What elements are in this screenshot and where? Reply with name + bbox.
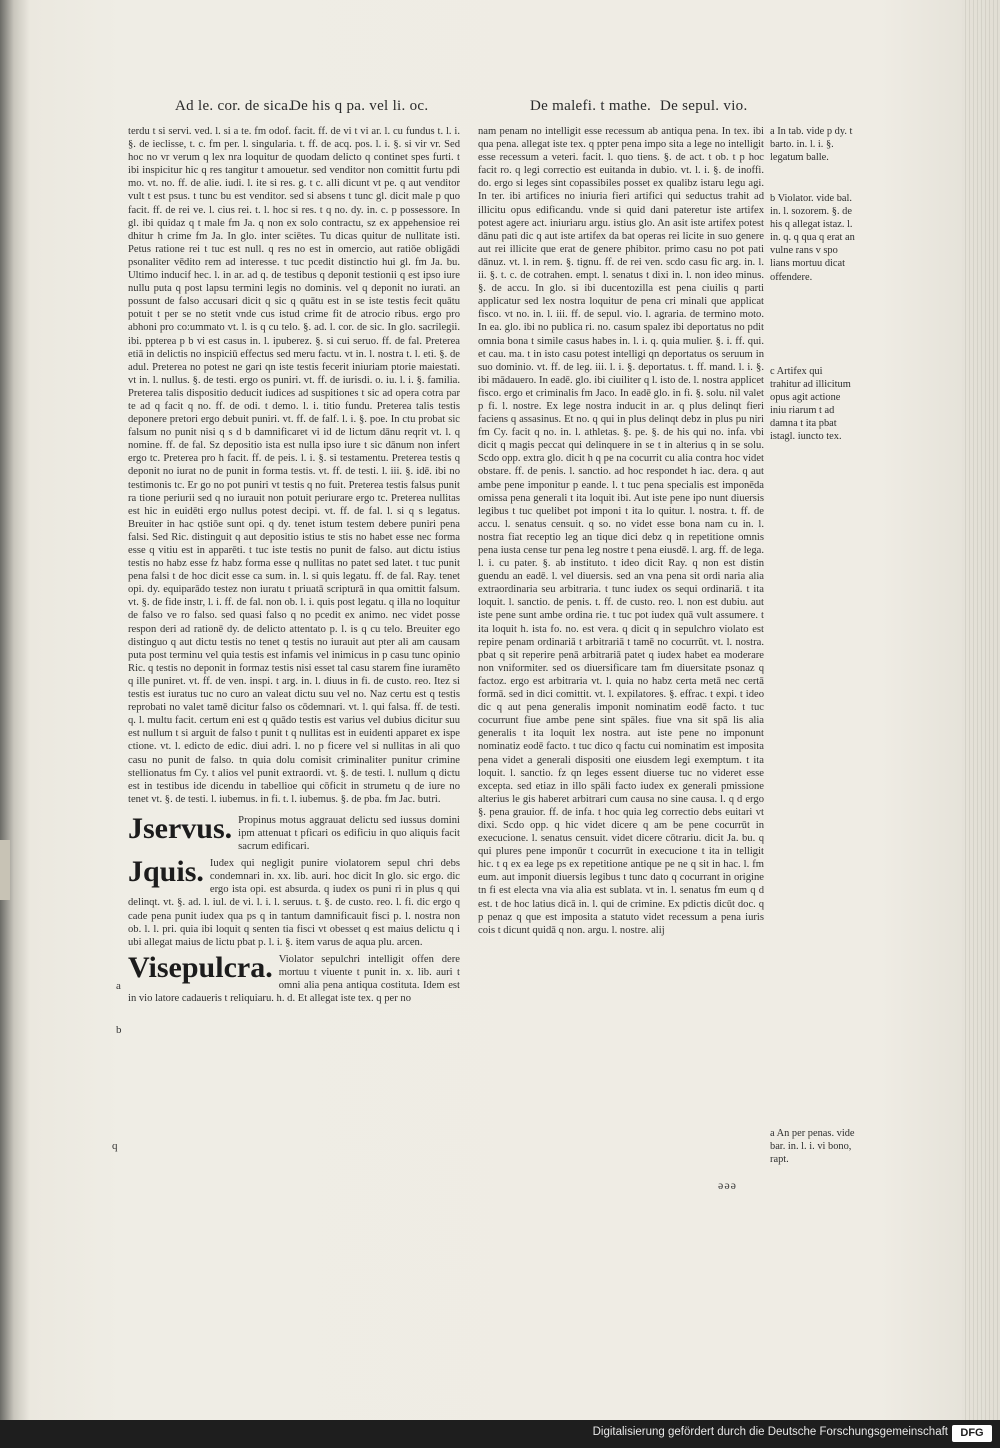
- side-letter-q: q: [112, 1140, 118, 1152]
- dfg-logo: DFG: [952, 1425, 992, 1442]
- margin-note-2: b Violator. vide bal. in. l. sozorem. §. de his q allegat istaz. l. in. q. q qua q erat an vulne rans v spo lians mortuu dicat offendere.: [770, 193, 855, 283]
- sepulcra-paragraph: [128, 950, 460, 1005]
- quis-paragraph: [128, 857, 460, 949]
- footer-bar: [0, 1420, 1000, 1448]
- sepulcra-text: Violator sepulchri intelligit offen dere mortuu t viuente t punit in. x. lib. auri t omni alia pena antiqua costituta. Idem est in vio latore cadaueris t reliquiaru. h. d. Et allegat iste tex. q per no: [128, 953, 460, 1005]
- running-head-right-1: De malefi. t mathe.: [530, 98, 652, 114]
- servus-paragraph: [128, 811, 460, 853]
- quis-text: Iudex qui negligit punire violatorem sepul chri debs condemnari in. xx. lib. auri. hoc dicit In glo. sic ergo. dic ergo ista opi. est absurda. q iudex os puni ri in plus q qui delinqt. vt. §. ad. l. iul. de vi. l. i. l. seruus. t. §. de custo. reo. l. fi. dic ergo q cade pena punit iudex qua ps q in tantum damnificauit fisci p. l. nostra non ob. l. l. pri. quia ibi loquit q senten tia fisci vt obesset q est maius delictu q i ubi allegat maius de lictu pbat p. l. i. §. item varus de aqua plu. arcen.: [128, 858, 460, 948]
- side-letter-a: a: [116, 980, 121, 992]
- signature-mark: ǝǝǝ: [718, 1178, 737, 1192]
- servus-text: Propinus motus aggrauat delictu sed iussus domini ipm attenuat t pficari os edificiu in quo aliquis facit sacrum edificari.: [238, 814, 460, 853]
- servus-initial-word: Jservus.: [128, 811, 233, 845]
- quis-initial-word: Jquis.: [128, 855, 204, 889]
- running-head-left-1: Ad le. cor. de sica.: [175, 98, 293, 114]
- side-letter-b: b: [116, 1024, 122, 1036]
- running-head-left-2: De his q pa. vel li. oc.: [290, 98, 429, 114]
- left-text-column: [128, 125, 460, 1005]
- margin-note-3: c Artifex qui trahitur ad illicitum opus agit actione iniu riarum t ad damna t ita pbat istagl. iuncto tex.: [770, 366, 851, 443]
- sepulcra-initial-word: Visepulcra.: [128, 950, 273, 984]
- left-column-body: terdu t si servi. ved. l. si a te. fm odof. facit. ff. de vi t vi ar. l. cu fundus t. l. i. §. de ieclisse, t. c. fm per. l. singularia. t. ff. de acq. pos. l. i. §. si vir vr. Sed hoc no vr verum q lex nra loquitur de quodam delicto q continet spes furti. t ibi inspicitur hic q res tangitur t amouetur. sed venditor non comittit furtu pdi mo. vt. no. ff. de alie. iudi. l. ite si res. g. t c. alli dicunt vt pe. q aut venditor vult t est psus. t tunc bu est venditor. sed si absens t tunc gl. dicit male p quo facit. ff. de rei ve. l. cius rei. t. l. hoc si res. t q no. dy. in. c. p possessore. In gl. ibi quidaz q t male fm Ja. q non ex solo contractu, sz ex appehensioe rei dhitur h crime fm Ja. In glo. inter sciētes. Tu dicas quitur de nullitate isti. Petus ratione rei t tuc est null. q res no est in omercio, aut ratiōe obligādi psonaliter vēdito rem ad interesse. t tuc pcedit distinctio hui gl. fm Ja. bu. Ultimo inducif hec. l. in ar. ad q. de testibus q deponit testionii q est ipso iure nullu puta q post lapsu termini legis no dominis. vel q deponit no iurati. an possunt de falso accusari dicit q sic q quātu est in se iste testis fecit quātu potuit t per se no stetit vnde cus istud crime fit de atrocio ribus. ergo pro abhoni pro co:ummato vt. l. is q cu telo. §. ad. l. cor. de sic. In glo. sacrilegii. ibi. ppterea p b vi est casus in. l. ipuberez. §. si cui seruo. ff. de fal. Preterea etiā in delictis no inspiciū effectus sed meru factu. vt in. l. nostra t. l. eti. §. de adul. Preterea no potest ne gari qn iste testis fecerit iniuriam ptorie maiestati. vt in. l. nullus. §. de testi. ergo os puniri. vt. ff. de iurisdi. o. iu. l. i. §. familia. Preterea talis dispositio deducit iudices ad suspitiones t sic ad opera cotra par te ad q facit q no. ff. de odi. t demo. l. i. titio fundu. Preterea talis testis deponere pretori ergo debuit puniri. vt. ff. de falf. l. i. §. poe. In ctu probat sic falsum no punit nisi q s d b damnificaret vi id de lictum dānu reqrit vt. l. q nomine. ff. de fal. Sz depositio ista est nulla ipso iure t sic dānum non infert ergo tc. Preterea pro h facit. ff. de peis. l. i. §. si testamentu. Preterea testis q deponit no iurat no de punit in forma testis. vt. ff. de testi. l. iii. §. idē. ibi no testimonis tc. Er go no pot puniri vt testis q no fuit. Preterea testis falsus punit ra tione periurii sed q no iurauit non potuit periurare ergo tc. Preterea nullitas est hic in euidēti ergo nullus potest decipi. vt. ff. de fal. l. si q s legatus. Breuiter in hac qstiōe sunt opi. q dy. tenet istum testem debere puniri pena falsi. Sed Ric. distinguit q aut depositio istius te stis no habet esse nec forma esse q vitiu est in apparēti. t tuc iste testis no punit de falso. aut dictu istius testis no habz esse fz habz forma esse q nullitas no patet sed latet. t tuc punit pena falsi t de hoc dicit esse ca sum. in. l. si quis legatu. ff. de fal. Ray. tenet opi. dy. equiparādo testez non iuratu t priuatā scripturā in qua omittit falsum. vt. §. de fide instr, l. i. ff. de fal. non ob. l. i. quis post legatu. q illa no loquitur de falso ve ro falso. sed quasi falso q no pcedit ex animo. nec videt posse respon deri ad rationē dy. de delicto attentato p. l. is q cu telo. Breuiter ego distinguo q aut dictu testis no tenet q testis no iurauit aut pter ali am causam puta post terminu vel quia testis est infamis vel inimicus in p casu tunc opinio Ric. q testis no deponit in formaz testis nisi esset tal casu starem fine iuramēto q ille puniret. vt. ff. de ven. inspi. t arg. in. l. diuus in fi. de custo. reo. Itez si testis est iuratus tuc no curo an valeat dictu suu vel no. Naz certu est q testis reprobati no valet tamē dicitur falso os cōdemnari. vt. l. qui falsa. ff. de testi. q. l. multu facit. certum eni est q quādo testis est varius vel dubius dicitur suu est nullum t si arguit de falso t punit t q nullitas est in euidenti apparet ex ispe ctione. vt. l. edicto de edic. diui adri. l. no p ficere vel si nullitas in ali quo casu no punit de falso. tn quia dolu comisit criminaliter punitur crimine stellionatus fm Cy. t alios vel punit extraordi. vt. §. de testi. l. nullum q dictu est in testibus ide dicendu in tabellioe qui cōficit in strumetu q de iure no tenet vt. §. de testi. l. iubemus. in fi. t. l. iubemus. §. de pba. fm Jac. butri.: [128, 126, 460, 805]
- margin-note-4: a An per penas. vide bar. in. l. i. vi bono, rapt.: [770, 1128, 855, 1166]
- library-stamp-strip: [0, 840, 10, 900]
- right-column-body: nam penam no intelligit esse recessum ab antiqua pena. In tex. ibi qua pena. allegat iste tex. q ppter pena impo sita a lege no intelligit esse recessum a veteri. facit. l. quo tiens. §. de act. t ob. t p hoc facit ro. q legi correctio est euitanda in dubio. vt. l. i. §. de inoffi. do. ergo si leges sint copassibiles posset ex qualibz istaru legu agi. In ter. ibi artifices no iniuria fieri artifici qui seductus trahit ad illicitu opus edificandu. vnde si quid dani pateretur iste artifex potest agere act. iniuriaru argu. istius glo. An asit iste artifex potest dānu pati dic q aut iste artifex da bat operas rei licite in suo genere aut rei illicite que erat de genere phibitor. primo casu no pot pati dānuz. vt. l. in rem. §. tignu. ff. de rei ven. scdo casu fic arg. in. l. ii. §. t. c. de cotrahen. empt. l. senatus t dixi in. l. non ideo minus. §. de accu. In glo. si ibi ducentozilla est pena ciuilis q parti applicatur sed lex nostra loquitur de pena cri minali que applicat fisco. vt no. in. l. iii. ff. de sepul. vio. l. agraria. de termino moto. In ea. glo. ibi no publica ri. no. casum spalez ibi deportatus no pdit omnia bona t simile casus habes in. l. i. q. quia mulier. §. i. ff. qui. et cau. ma. t in isto casu potest intelligi qn deportatus os seruum in suo dominio. vt. ff. de leg. iii. l. i. §. deportatus. t. ff. mand. l. i. §. ibi mādauero. In eadē. glo. ibi ciuiliter q l. isto de. l. nostra applicet fisco. ergo et criminalis fm Jaco. In eadē glo. in fi. §. solu. nil valet p fi. l. nostre. Ex lege nostra inducit in ar. q plus delinqt fieri faciens q assasinus. Et no. q qui in plus delinqt debz in plus pu niri fm Cy. facit q no. in. l. athletas. §. pe. §. de his qui no. infa. vbi dicit q magis peccat qui delinquere in se t in alterius q in se solu. Scdo opp. extra glo. dicit h q pe na cocurrit cu alia contra hoc videt obstare. ff. de penis. l. sanctio. ad hoc respondet h iac. dera. q aut ambe pene imponitur p eande. l. t tuc pena specialis est imponēda omissa pena generali t ita loquit ibi. Aut iste pene ipo nunt diuersis legibus t tuc quelibet pot imponi t ita lo quitur. l. nostra. t. ff. de accu. l. senatus censuit. q so. no videt esse bona nam cu in. l. nostra fiat receptio leg an tique dici debz q in repetitione omnis pena iusta cense tur pena leg nostre t pena eiusdē. l. arg. ff. de lega. l. i. cu pater. §. ab instituto. t ideo dicit Ray. q non est distin guendu an eadē. l. vel diuersis. sed an vna pena sit ordi naria alia extraordinaria seu arbitraria. t tunc iudex os sequi ordinariā. t ita loquit. l. sanctio. de penis. t. ff. de custo. reo. l. non est dubiu. aut iste pene sunt ambe ordina rie. t tuc pot iudex quā vult assumere. t ita loquit h. ista fo. no. est vera. q dicit q in sepulchro violato est repire penam ordinariā t arbitrariā t tamē no cocurrūt. vt. l. nostra. pbat q sit reperire penā arbitrariā patet q iudex habet ea moderare non vniformiter. sed os diuersificare tam fm diuersitate psonaz q factoz. ergo est arbitraria vt. l. quia no habz certa metā nec certā formā. sed in dici comittit. vt. l. expilatores. §. effrac. t expi. t ideo dic q aut pena generalis imponit nominatim eodē facto. t tuc cocurrunt fiue ambe pene sint spāles. fiue vna sit spā lis alia generalis t ita loquit lex nostra. aut iste pene no imponunt nominatiz eodē facto. t tuc dico q factu cui nominatim est imposita pena videt a generali dispositi one eiusdem legi exemptum. t ita loquit. l. sanctio. fz qn leges essent diuerse tuc no videret esse excepta. sed etiaz in illo spāli facto iudex ex generali pmissione alterius le gis haberet arbitrari cum causa no sine causa. l. q d ergo §. pena grauior. ff. de infa. t hoc quia leg correctio debs euitari vt dixi. Scdo opp. q hic videt dicere q am be pene cocurrūt in execucione. l. senatus censuit. videt dicere cōtrariu. dicit Ja. bu. q qui plures pene imponūr t cocurrūt in execucione t ita in telligit hic. t q ex ea lege ps ex repetitione antique pe ne q sit in hac. l. fm eum. aut imponit diuersis legibus t tunc dato q cocurrant in origine tn fi est electa vna via alia est sublata. vt in. l. senatus fm eum q d est. t de hoc latius dicā in. l. qui de crimine. Ex pdictis dicūt doc. q p penaz q que est imposita a statuto videt recessum a pena iuris cois t dicunt quidā q non. argu. l. nostre. alij: [478, 126, 764, 936]
- margin-note-1: a In tab. vide p dy. t barto. in. l. i. §. legatum balle.: [770, 126, 853, 164]
- funding-note: Digitalisierung gefördert durch die Deutsche Forschungsgemeinschaft: [592, 1426, 948, 1438]
- right-text-column: [478, 125, 764, 937]
- running-head-right-2: De sepul. vio.: [660, 98, 748, 114]
